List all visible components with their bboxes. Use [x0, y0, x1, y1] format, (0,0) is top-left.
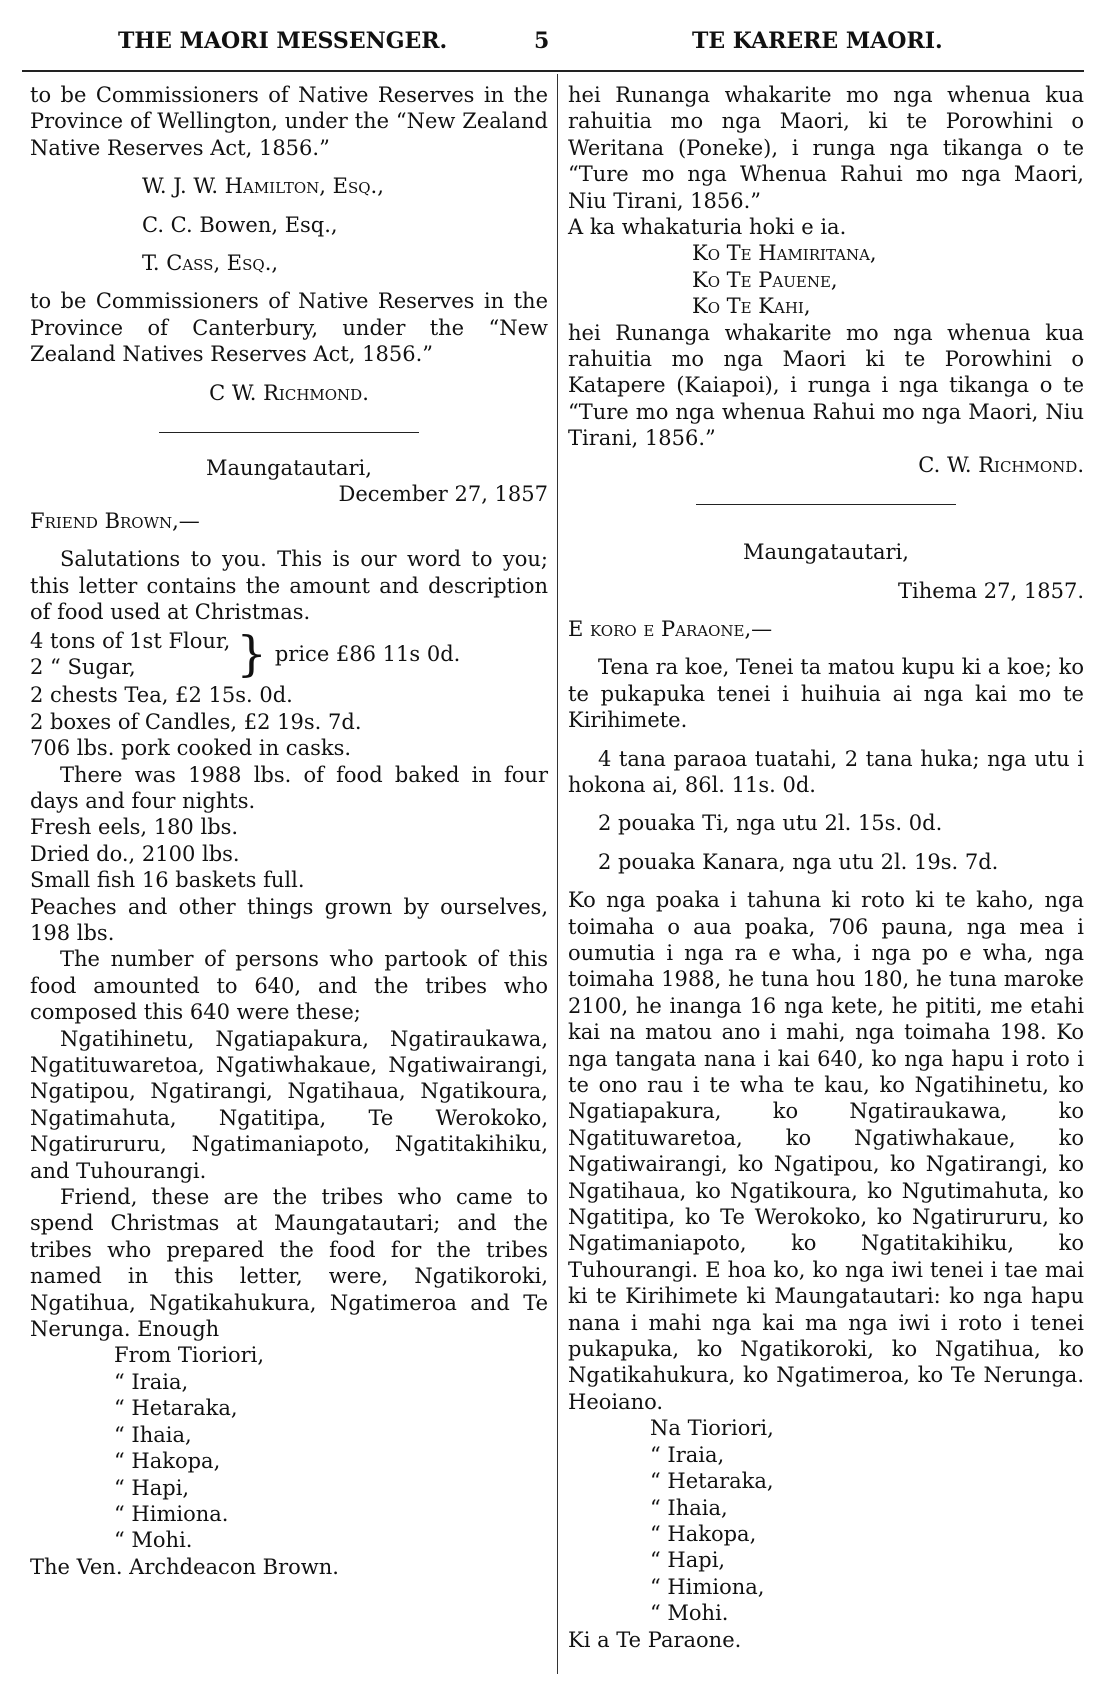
signature-richmond: C. W. Richmond. [918, 452, 1084, 477]
signatory: “ Hakopa, [650, 1521, 757, 1546]
letter-date: December 27, 1857 [338, 482, 548, 507]
signatory: “ Iraia, [650, 1442, 725, 1467]
letter-intro: Tena ra koe, Tenei ta matou kupu ki a koe; ko te pukapuka tenei i huihuia ai nga kai mo te Kirihimete. [568, 655, 1084, 733]
header-title-english: THE MAORI MESSENGER. [118, 28, 448, 54]
signatory-lead: From Tioriori, [114, 1343, 265, 1368]
signatory: “ Hapi, [114, 1475, 190, 1500]
tea-line: 2 pouaka Ti, nga utu 2l. 15s. 0d. [598, 811, 943, 836]
page-header [0, 28, 1114, 62]
letter-salutation: Friend Brown,— [30, 508, 200, 533]
signatory: “ Iraia, [114, 1369, 189, 1394]
signatory: “ Himiona, [650, 1574, 765, 1599]
commissioner-name: C. C. Bowen, Esq., [142, 212, 338, 237]
signatory: “ Hakopa, [114, 1449, 221, 1474]
food-line: 2 “ Sugar, [30, 654, 136, 679]
page-number: 5 [534, 28, 550, 54]
english-column [30, 82, 548, 1580]
baked-food-line: There was 1988 lbs. of food baked in four days and four nights. [30, 762, 548, 813]
maori-column [568, 82, 1084, 1653]
signatory: “ Ihaia, [650, 1495, 728, 1520]
signatory: “ Mohi. [114, 1528, 193, 1553]
peaches-line: Peaches and other things grown by ourselves, 198 lbs. [30, 894, 548, 945]
section-rule [696, 504, 956, 505]
signatory: “ Hetaraka, [114, 1396, 238, 1421]
letter-addressee: The Ven. Archdeacon Brown. [30, 1554, 339, 1579]
signatory: “ Mohi. [650, 1601, 729, 1626]
commissioner-name: Ko Te Kahi, [692, 294, 811, 319]
commissioner-name: T. Cass, Esq., [142, 251, 279, 276]
wellington-notice-maori: hei Runanga whakarite mo nga whenua kua rahuitia mo nga Maori, ki te Porowhini o Weritana (Poneke), i runga nga tikanga o te “Ture mo nga Whenua Rahui mo nga Maori, Niu Tirani, 1856.” [568, 83, 1084, 213]
signatory: “ Himiona. [114, 1501, 229, 1526]
appointment-line: A ka whakaturia hoki e ia. [568, 215, 847, 240]
flour-sugar-line: 4 tana paraoa tuatahi, 2 tana huka; nga utu i hokona ai, 86l. 11s. 0d. [568, 746, 1084, 797]
food-line: 2 boxes of Candles, £2 19s. 7d. [30, 709, 362, 734]
signatory: “ Ihaia, [114, 1422, 192, 1447]
main-paragraph: Ko nga poaka i tahuna ki roto ki te kaho, nga toimaha o aua poaka, 706 pauna, nga mea i oumutia i nga ra e wha, i nga po e wha, nga toimaha 1988, he tuna hou 180, he tuna maroke 2100, he inanga 16 nga kete, he pititi, me etahi kai na matou ano i mahi, nga toimaha 198. Ko nga tangata nana i kai 640, ko nga hapu i roto i te ono rau i te wha te kau, ko Ngatihinetu, ko Ngatiapakura, ko Ngatiraukawa, ko Ngatituwaretoa, ko Ngatiwhakaue, ko Ngatiwairangi, ko Ngatipou, ko Ngatirangi, ko Ngatihaua, ko Ngatikoura, ko Ngutimahuta, ko Ngatitipa, ko Te Werokoko, ko Ngatirururu, ko Ngatimaniapoto, ko Ngatitakihiku, ko Tuhourangi. E hoa ko, ko nga iwi tenei i tae mai ki te Kirihimete ki Maungatautari: ko nga hapu nana i mahi nga kai ma nga iwi i roto i tenei pukapuka, ko Ngatikoroki, ko Ngatihua, ko Ngatikahukura, ko Ngatimeroa, ko Te Nerunga. Heoiano. [568, 888, 1084, 1414]
flour-sugar-price: price £86 11s 0d. [274, 641, 461, 666]
brace-symbol: } [236, 625, 267, 682]
letter-intro: Salutations to you. This is our word to you; this letter contains the amount and description of food used at Christmas. [30, 547, 548, 625]
column-divider [557, 74, 558, 1674]
wellington-notice: to be Commissioners of Native Reserves in the Province of Wellington, under the “New Zealand Native Reserves Act, 1856.” [30, 83, 548, 160]
candles-line: 2 pouaka Kanara, nga utu 2l. 19s. 7d. [598, 849, 999, 874]
flour-sugar-group [30, 625, 548, 682]
food-line: Small fish 16 baskets full. [30, 868, 305, 893]
closing-paragraph: Friend, these are the tribes who came to spend Christmas at Maungatautari; and the tribes who prepared the food for the tribes named in this letter, were, Ngatikoroki, Ngatihua, Ngatikahukura, Ngatimeroa and Te Nerunga. Enough [30, 1185, 548, 1342]
tribe-list: Ngatihinetu, Ngatiapakura, Ngatiraukawa, Ngatituwaretoa, Ngatiwhakaue, Ngatiwairangi, Ngatipou, Ngatirangi, Ngatihaua, Ngatikoura, Ngatimahuta, Ngatitipa, Te Werokoko, Ngatirururu, Ngatimaniapoto, Ngatitakihiku, and Tuhourangi. [30, 1026, 548, 1183]
letter-place: Maungatautari, [206, 456, 372, 481]
letter-addressee: Ki a Te Paraone. [568, 1627, 742, 1652]
header-rule [22, 70, 1084, 72]
section-rule [159, 432, 419, 433]
food-line: 706 lbs. pork cooked in casks. [30, 736, 352, 761]
signatory: “ Hetaraka, [650, 1469, 774, 1494]
header-title-maori: TE KARERE MAORI. [692, 28, 943, 54]
food-line: 4 tons of 1st Flour, [30, 628, 231, 653]
persons-count: The number of persons who partook of this food amounted to 640, and the tribes who composed this 640 were these; [30, 947, 548, 1025]
commissioner-name: Ko Te Hamiritana, [692, 241, 877, 266]
letter-place: Maungatautari, [743, 540, 909, 565]
commissioner-name: W. J. W. Hamilton, Esq., [142, 174, 384, 199]
food-line: Dried do., 2100 lbs. [30, 841, 240, 866]
signatory: “ Hapi, [650, 1548, 726, 1573]
signature-richmond: C W. Richmond. [209, 380, 369, 405]
signatory-lead: Na Tioriori, [650, 1416, 774, 1441]
letter-salutation: E koro e Paraone,— [568, 616, 773, 641]
letter-date: Tihema 27, 1857. [898, 578, 1084, 603]
canterbury-notice-maori: hei Runanga whakarite mo nga whenua kua rahuitia mo nga Maori ki te Porowhini o Katapere (Kaiapoi), i runga i nga tikanga o te “Ture mo nga whenua Rahui mo nga Maori, Niu Tirani, 1856.” [568, 320, 1084, 451]
food-line: Fresh eels, 180 lbs. [30, 815, 239, 840]
commissioner-name: Ko Te Pauene, [692, 267, 838, 292]
food-line: 2 chests Tea, £2 15s. 0d. [30, 683, 293, 708]
canterbury-notice: to be Commissioners of Native Reserves in the Province of Canterbury, under the “New Zealand Natives Reserves Act, 1856.” [30, 289, 548, 367]
